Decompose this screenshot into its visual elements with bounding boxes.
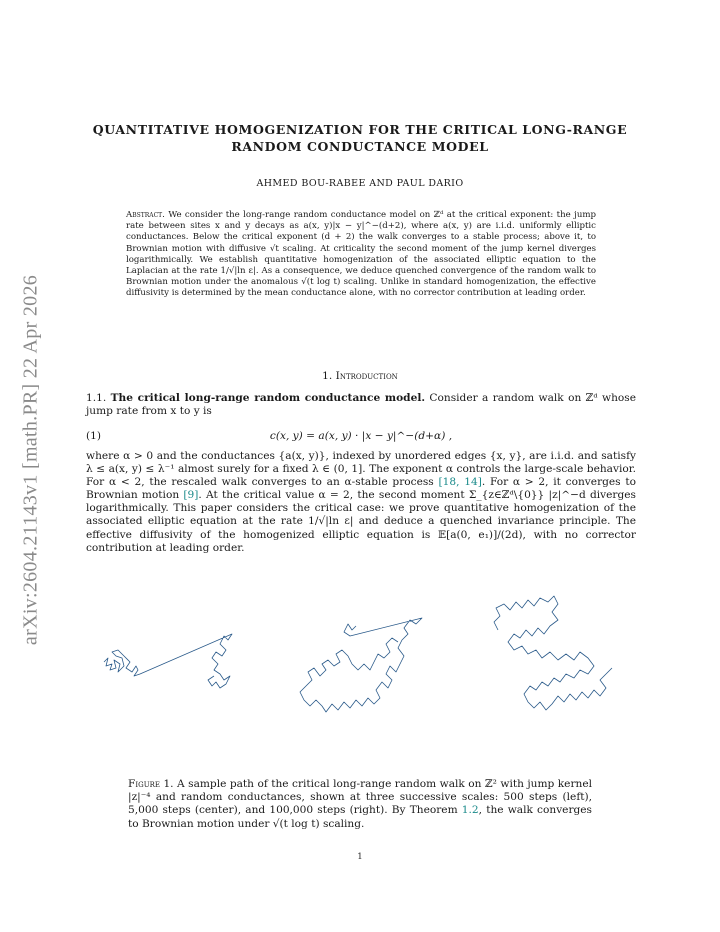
paper-title-line-2: RANDOM CONDUCTANCE MODEL xyxy=(231,139,489,154)
walk-path-center xyxy=(300,618,422,712)
caption-label: Figure 1. xyxy=(128,778,174,790)
figure-caption xyxy=(128,778,592,831)
random-walk-plot-500-steps xyxy=(96,622,246,694)
abstract xyxy=(126,210,596,300)
walk-path-left xyxy=(104,634,232,688)
section-number: 1. xyxy=(322,370,333,382)
citation-link-9[interactable]: [9] xyxy=(183,489,199,502)
subsection-title: The critical long-range random conductance model. xyxy=(110,392,426,404)
para-part-1: where α > 0 and the conductances {a(x, y)}, indexed by unordered edges {x, y}, are i.i.d. and satisfy λ ≤ a(x, y) ≤ λ⁻¹ almost surely for a fixed λ ∈ (0, 1]. The exponent α controls the large-scale behavior. For α < 2, the rescaled walk converges to an α-stable process xyxy=(86,450,636,489)
page-number: 1 xyxy=(357,852,363,862)
intro-paragraph xyxy=(86,450,636,555)
paper-title-line-1: QUANTITATIVE HOMOGENIZATION FOR THE CRITICAL LONG-RANGE xyxy=(92,122,628,137)
para-part-3: . At the critical value α = 2, the second moment Σ_{z∈ℤᵈ\{0}} |z|^−d diverges logarithmically. This paper considers the critical case: we prove quantitative homogenization of the associated elliptic equation at the rate 1/√|ln ε| and deduce a quenched invariance principle. The effective diffusivity of the homogenized elliptic equation is 𝔼[a(0, e₁)]/(2d), with no corrector contribution at leading order. xyxy=(86,489,636,554)
equation-jump-rate: c(x, y) = a(x, y) · |x − y|^−(d+α) , xyxy=(269,430,453,442)
paper-authors: AHMED BOU-RABEE AND PAUL DARIO xyxy=(256,178,464,189)
theorem-link-1-2[interactable]: 1.2 xyxy=(461,804,479,817)
random-walk-plot-5000-steps xyxy=(282,612,432,722)
arxiv-id-text: arXiv:2604.21143v1 [math.PR] 22 Apr 2026 xyxy=(19,274,42,646)
equation-number: (1) xyxy=(86,430,102,442)
subsection-lead-text: Consider a random walk on ℤᵈ whose jump rate from x to y is xyxy=(86,392,636,418)
section-heading xyxy=(80,370,640,382)
abstract-label: Abstract. xyxy=(126,210,165,220)
section-title: Introduction xyxy=(335,370,398,382)
random-walk-plot-100000-steps xyxy=(470,590,620,730)
para-part-2: . For α > 2, it converges to Brownian motion xyxy=(86,476,636,502)
arxiv-identifier-stamp xyxy=(12,240,50,680)
subsection-number: 1.1. xyxy=(86,392,107,404)
abstract-text: We consider the long-range random conductance model on ℤᵈ at the critical exponent: the jump rate between sites x and y decays as a(x, y)|x − y|^−(d+2), where a(x, y) are i.i.d. uniformly elliptic conductances. Below the critical exponent (d + 2) the walk converges to a stable process; above it, to Brownian motion with diffusive √t scaling. At criticality the second moment of the jump kernel diverges logarithmically. We establish quantitative homogenization of the associated elliptic equation to the Laplacian at the rate 1/√|ln ε|. As a consequence, we deduce quenched convergence of the random walk to Brownian motion under the anomalous √(t log t) scaling. Unlike in standard homogenization, the effective diffusivity is determined by the mean conductance alone, with no corrector contribution at leading order. xyxy=(126,210,597,299)
subsection-lead-paragraph xyxy=(86,392,636,418)
walk-path-right xyxy=(494,596,612,710)
citation-link-18-14[interactable]: [18, 14] xyxy=(438,476,482,489)
caption-text-a: A sample path of the critical long-range random walk on ℤ² with jump kernel |z|⁻⁴ and random conductances, shown at three successive scales: 500 steps (left), 5,000 steps (center), and 100,000 steps (right). By Theorem xyxy=(128,778,592,817)
caption-text-b: , the walk converges to Brownian motion under √(t log t) scaling. xyxy=(128,804,592,830)
